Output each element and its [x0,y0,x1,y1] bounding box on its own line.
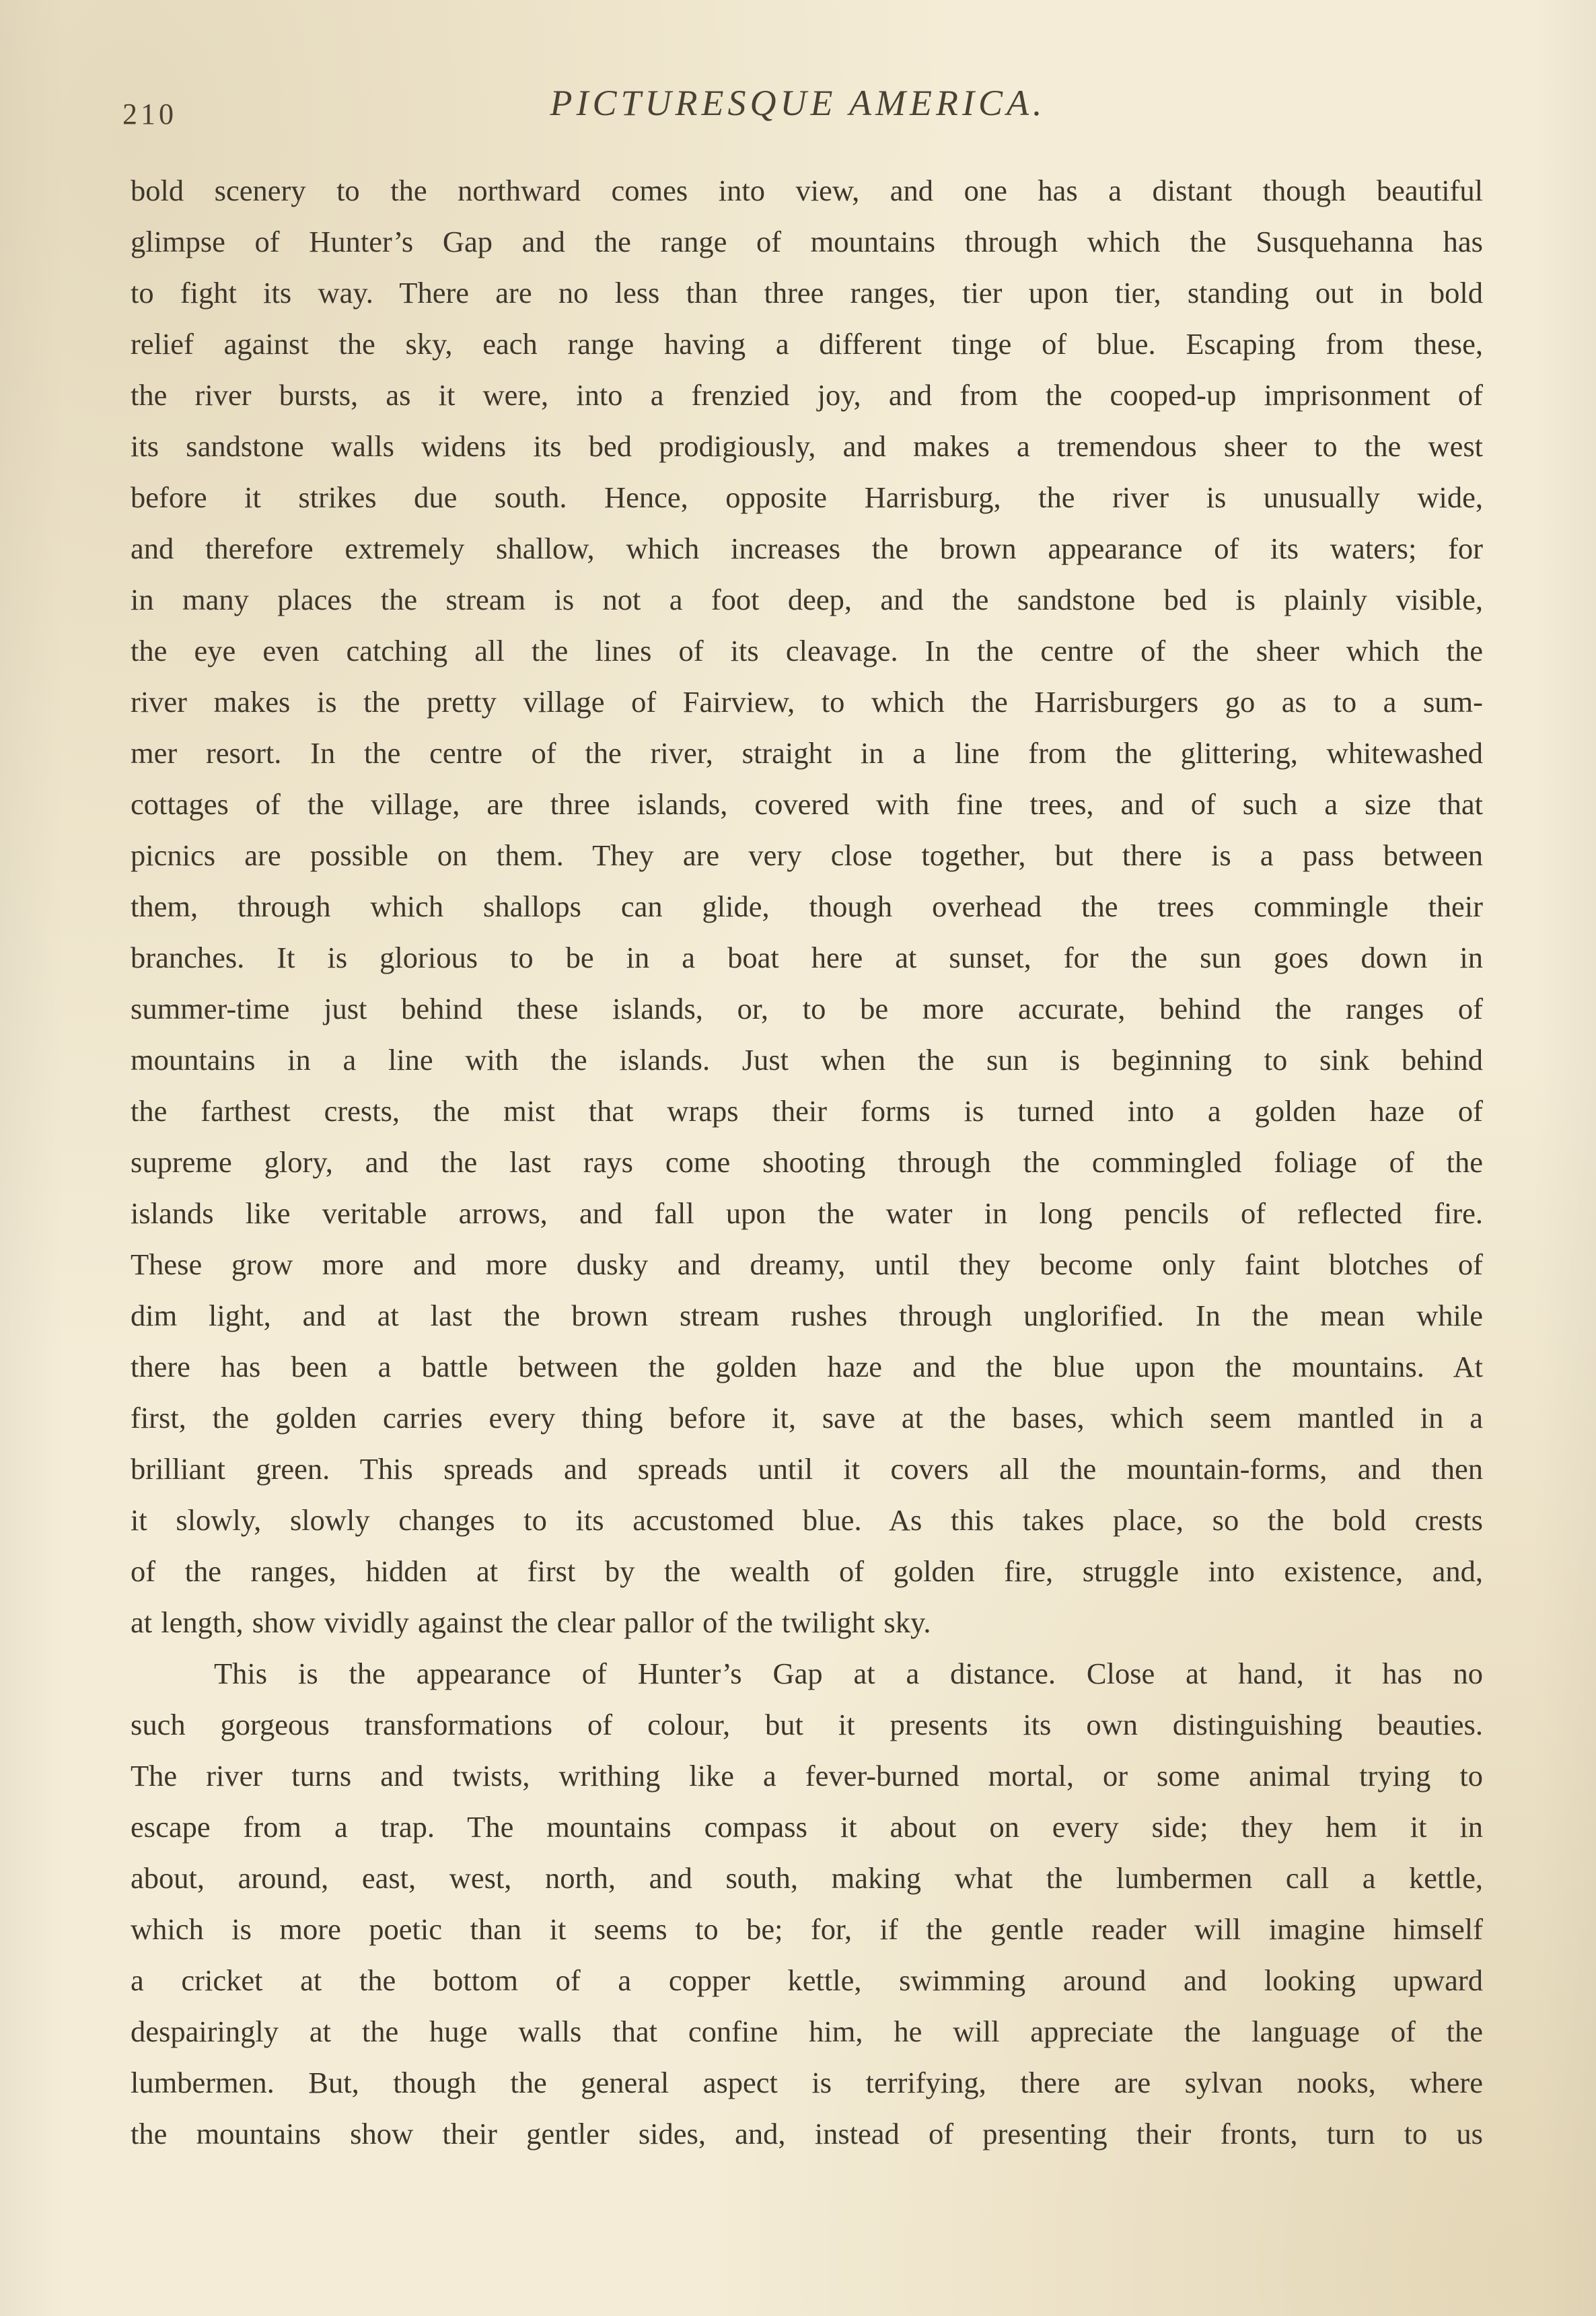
running-title: PICTURESQUE AMERICA. [550,83,1046,123]
text-line: it slowly, slowly changes to its accustomed blue. As this takes place, so the bold crests [131,1503,1483,1537]
text-line: escape from a trap. The mountains compass it about on every side; they hem it in [131,1810,1483,1844]
text-line: the mountains show their gentler sides, and, instead of presenting their fronts, turn to us [131,2117,1483,2150]
text-line: the farthest crests, the mist that wraps their forms is turned into a golden haze of [131,1094,1483,1128]
text-line: This is the appearance of Hunter’s Gap at a distance. Close at hand, it has no [214,1657,1483,1690]
text-line: in many places the stream is not a foot deep, and the sandstone bed is plainly visible, [131,583,1483,616]
text-line: brilliant green. This spreads and spreads until it covers all the mountain-forms, and then [131,1452,1483,1486]
text-line: its sandstone walls widens its bed prodigiously, and makes a tremendous sheer to the west [131,429,1483,463]
text-line: which is more poetic than it seems to be; for, if the gentle reader will imagine himself [131,1912,1483,1946]
text-line: the eye even catching all the lines of its cleavage. In the centre of the sheer which the [131,634,1483,667]
text-line: bold scenery to the northward comes into view, and one has a distant though beautiful [131,174,1483,207]
text-line: to fight its way. There are no less than three ranges, tier upon tier, standing out in bold [131,276,1483,310]
text-line: such gorgeous transformations of colour, but it presents its own distinguishing beauties. [131,1708,1483,1741]
paragraph [131,1648,1483,2159]
text-line: branches. It is glorious to be in a boat here at sunset, for the sun goes down in [131,941,1483,974]
text-line: relief against the sky, each range having a different tinge of blue. Escaping from these, [131,327,1483,361]
text-line: about, around, east, west, north, and south, making what the lumbermen call a kettle, [131,1861,1483,1895]
text-line: picnics are possible on them. They are very close together, but there is a pass between [131,838,1483,872]
text-line: river makes is the pretty village of Fairview, to which the Harrisburgers go as to a sum- [131,685,1483,719]
text-line: first, the golden carries every thing before it, save at the bases, which seem mantled in a [131,1401,1483,1435]
text-line: mountains in a line with the islands. Just when the sun is beginning to sink behind [131,1043,1483,1077]
text-line: despairingly at the huge walls that confine him, he will appreciate the language of the [131,2015,1483,2048]
text-line: lumbermen. But, though the general aspect is terrifying, there are sylvan nooks, where [131,2066,1483,2099]
text-line: a cricket at the bottom of a copper kettle, swimming around and looking upward [131,1963,1483,1997]
text-line: at length, show vividly against the clear pallor of the twilight sky. [131,1605,931,1639]
page-number: 210 [122,98,177,131]
paragraph [131,165,1483,1648]
text-line: summer-time just behind these islands, or, to be more accurate, behind the ranges of [131,992,1483,1025]
text-line: cottages of the village, are three islands, covered with fine trees, and of such a size that [131,787,1483,821]
text-line: of the ranges, hidden at first by the wealth of golden fire, struggle into existence, and, [131,1554,1483,1588]
text-line: before it strikes due south. Hence, opposite Harrisburg, the river is unusually wide, [131,480,1483,514]
text-line: dim light, and at last the brown stream rushes through unglorified. In the mean while [131,1299,1483,1332]
text-line: supreme glory, and the last rays come shooting through the commingled foliage of the [131,1145,1483,1179]
text-line: glimpse of Hunter’s Gap and the range of mountains through which the Susquehanna has [131,225,1483,258]
text-line: and therefore extremely shallow, which increases the brown appearance of its waters; for [131,532,1483,565]
body-text [131,165,1483,2159]
text-line: The river turns and twists, writhing like a fever-burned mortal, or some animal trying to [131,1759,1483,1793]
text-line: These grow more and more dusky and dreamy, until they become only faint blotches of [131,1247,1483,1281]
text-line: there has been a battle between the golden haze and the blue upon the mountains. At [131,1350,1483,1383]
text-line: islands like veritable arrows, and fall upon the water in long pencils of reflected fire. [131,1196,1483,1230]
text-line: the river bursts, as it were, into a frenzied joy, and from the cooped-up imprisonment of [131,378,1483,412]
text-line: mer resort. In the centre of the river, straight in a line from the glittering, whitewashed [131,736,1483,770]
text-line: them, through which shallops can glide, though overhead the trees commingle their [131,890,1483,923]
